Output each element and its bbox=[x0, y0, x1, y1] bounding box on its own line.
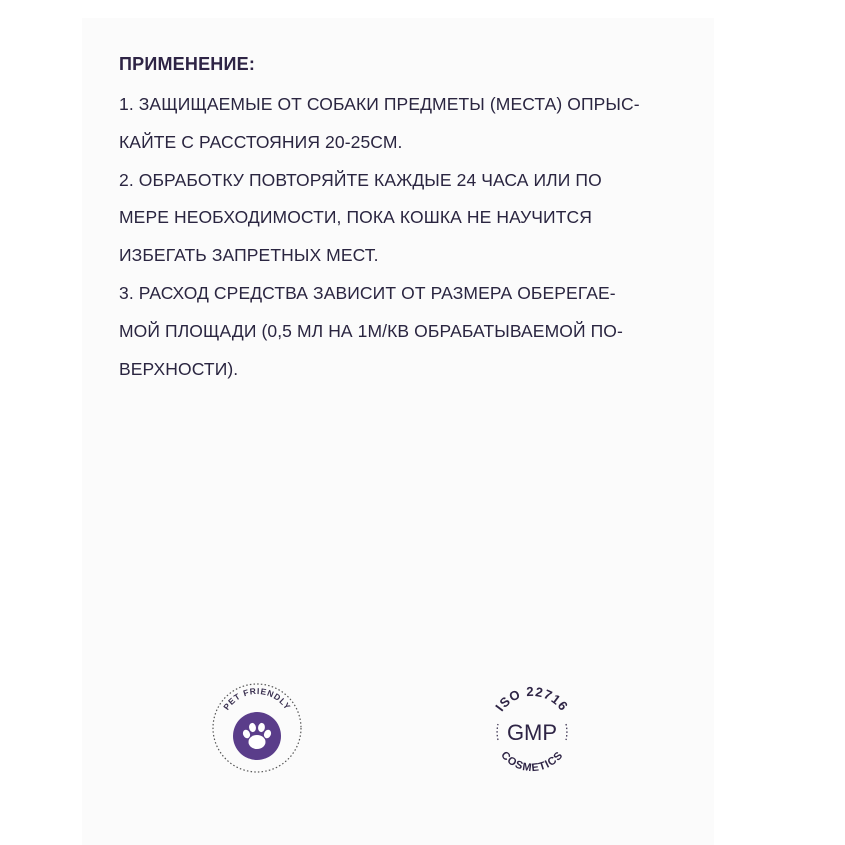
instruction-line: ВЕРХНОСТИ). bbox=[119, 359, 239, 379]
svg-text:PET FRIENDLY bbox=[221, 686, 293, 712]
pet-friendly-label: PET FRIENDLY bbox=[221, 685, 293, 712]
svg-text:COSMETICS bbox=[498, 749, 565, 774]
gmp-seal bbox=[480, 680, 584, 784]
instruction-line: 3. РАСХОД СРЕДСТВА ЗАВИСИТ ОТ РАЗМЕРА ОБЕРЕГАЕ- bbox=[119, 283, 616, 303]
section-heading: ПРИМЕНЕНИЕ: bbox=[119, 54, 256, 74]
gmp-badge bbox=[480, 680, 584, 784]
instruction-line: ИЗБЕГАТЬ ЗАПРЕТНЫХ МЕСТ. bbox=[119, 245, 379, 265]
instruction-line: МОЙ ПЛОЩАДИ (0,5 МЛ НА 1М/КВ ОБРАБАТЫВАЕМОЙ ПО- bbox=[119, 321, 623, 341]
instruction-line: 2. ОБРАБОТКУ ПОВТОРЯЙТЕ КАЖДЫЕ 24 ЧАСА ИЛИ ПО bbox=[119, 170, 602, 190]
iso-label: ISO 22716 bbox=[492, 683, 572, 715]
svg-text:ISO 22716 bbox=[492, 684, 571, 714]
pet-friendly-seal bbox=[209, 680, 305, 776]
instruction-line: 1. ЗАЩИЩАЕМЫЕ ОТ СОБАКИ ПРЕДМЕТЫ (МЕСТА) ОПРЫС- bbox=[119, 94, 640, 114]
pet-friendly-badge bbox=[209, 680, 305, 776]
gmp-label: GMP bbox=[506, 720, 558, 745]
instruction-line: МЕРЕ НЕОБХОДИМОСТИ, ПОКА КОШКА НЕ НАУЧИТСЯ bbox=[119, 207, 592, 227]
instruction-line: КАЙТЕ С РАССТОЯНИЯ 20-25СМ. bbox=[119, 132, 403, 152]
cosmetics-label: COSMETICS bbox=[498, 749, 566, 775]
